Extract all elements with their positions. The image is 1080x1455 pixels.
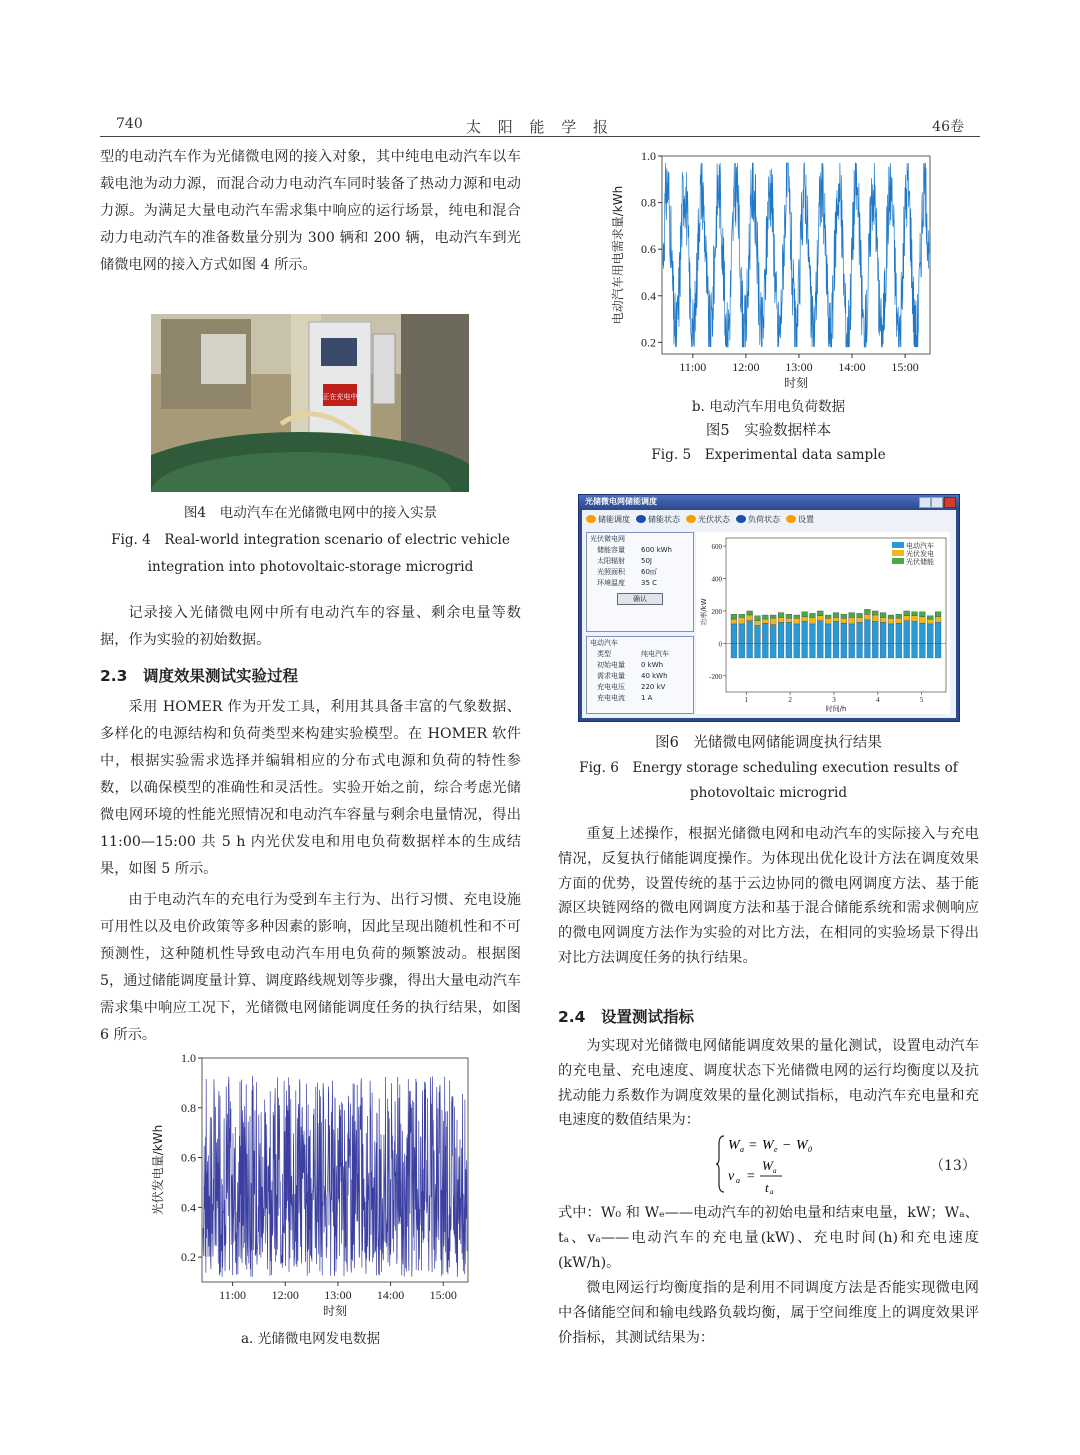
bar-negative [896,643,902,658]
param-row [597,660,693,671]
bar-segment [770,615,776,618]
legend-swatch [892,542,904,548]
fig6-caption-en-1: Fig. 6 Energy storage scheduling execution results of [579,760,958,776]
param-value: 220 kV [641,683,666,691]
bar-segment [731,614,737,619]
tab-load-status[interactable] [736,514,780,525]
para-random: 由于电动汽车的充电行为受到车主行为、出行习惯、充电设施可用性以及电价政策等多种因素的影响，因此呈现出随机性和不可预测性，这种随机性导致电动汽车用电负荷的频繁波动。根据图 5，通过储能调度量计算、调度路线规划等步骤，得出大量电动汽车需求集中响应工况下，光储微电网储能调度任务的执行结果，如图 6 所示。 [100,892,521,1043]
y-tick-label: -200 [709,672,722,681]
tab-dispatch[interactable] [586,514,630,525]
bar-segment [802,617,808,622]
bar-negative [849,643,855,658]
journal-title: 太 阳 能 学 报 [465,118,615,136]
param-value: 0 kWh [641,661,664,669]
bar-negative [912,643,918,658]
bar-segment [747,611,753,615]
minimize-button[interactable] [919,497,931,508]
param-key: 储能容量 [597,546,625,554]
bar-segment [880,613,886,618]
bar-segment [770,618,776,624]
bar-segment [841,618,847,623]
param-value: 60㎡ [641,568,657,576]
bar-segment [864,609,870,614]
bar-segment [849,613,855,618]
tab-label: 负荷状态 [748,514,780,524]
bar-segment [802,621,808,643]
y-tick-label: 0.8 [641,195,656,210]
legend-swatch [892,558,904,564]
maximize-button[interactable] [931,497,943,508]
bar-segment [912,612,918,616]
bar-segment [810,617,816,623]
legend-swatch [892,550,904,556]
y-axis-label: 功率/kW [700,598,708,626]
x-tick-label: 13:00 [785,360,813,374]
bar-negative [864,643,870,658]
bar-segment [864,614,870,620]
bar-segment [935,622,941,643]
confirm-button[interactable] [617,593,663,605]
tab-storage-status[interactable] [636,514,680,525]
bar-segment [739,617,745,623]
bar-segment [935,617,941,623]
fig5b-chart [608,146,938,396]
y-tick-label: 0.4 [641,288,656,303]
svg-text:a: a [740,1145,744,1154]
orange-dot-icon [686,515,696,523]
param-key: 需求电量 [597,672,625,680]
fig5a-chart [148,1052,478,1320]
section-2-3: 2.3 调度效果测试实验过程 [100,667,298,685]
fig4-photo [151,314,469,492]
param-row [597,649,693,660]
volume: 46卷 [932,119,964,135]
bar-negative [935,643,941,658]
param-value: 1 A [641,694,653,702]
param-key: 环境温度 [597,579,625,587]
bar-segment [857,617,863,622]
bar-negative [731,643,737,658]
bar-segment [872,611,878,615]
bar-negative [770,643,776,658]
data-series-line [203,1076,467,1277]
bar-negative [919,643,925,658]
y-axis-label: 光伏发电量/kWh [151,1124,165,1216]
bar-segment [912,616,918,622]
x-tick-label: 3 [832,696,836,704]
param-row [597,682,693,693]
param-key: 光照面积 [597,568,625,576]
svg-text:−: − [782,1138,792,1153]
x-tick-label: 15:00 [891,360,919,374]
bar-segment [731,624,737,643]
fig5-caption-cn: 图5 实验数据样本 [705,423,832,439]
svg-text:e: e [774,1145,778,1154]
fig6-caption-en-2: photovoltaic microgrid [689,785,848,801]
param-key: 充电电流 [597,694,625,702]
y-axis-label: 电动汽车用电需求量/kWh [611,185,625,325]
bar-segment [770,625,776,644]
y-tick-label: 0 [718,640,722,649]
y-tick-label: 400 [711,575,722,584]
bar-negative [802,643,808,658]
bar-segment [872,621,878,643]
bar-segment [888,615,894,618]
bar-segment [786,618,792,622]
svg-text:a: a [770,1188,774,1196]
svg-text:v: v [728,1169,735,1184]
param-key: 太阳辐射 [597,557,625,565]
bar-segment [857,613,863,617]
tab-label: 储能状态 [648,514,680,524]
orange-dot-icon [786,515,796,523]
svg-text:W: W [728,1138,740,1153]
bar-segment [762,615,768,619]
bar-negative [755,643,761,658]
bar-negative [762,643,768,658]
bar-segment [904,621,910,644]
bar-segment [912,621,918,643]
bar-segment [739,614,745,617]
svg-text:a: a [773,1167,777,1175]
x-tick-label: 14:00 [376,1288,405,1302]
bar-segment [904,611,910,616]
bar-segment [810,624,816,643]
bar-negative [857,643,863,658]
bar-negative [778,643,784,658]
fig5a-caption: a. 光储微电网发电数据 [240,1331,381,1347]
fig6-tabbar [582,510,956,528]
fig6-window-title: 光储微电网储能调度 [585,497,657,506]
bar-segment [825,615,831,618]
bar-segment [817,616,823,621]
svg-text:a: a [736,1176,740,1185]
bar-segment [864,620,870,644]
bar-segment [849,617,855,623]
y-tick-label: 1.0 [181,1052,196,1065]
x-tick-label: 12:00 [271,1288,299,1302]
fig6-window [578,494,960,722]
y-tick-label: 0.6 [641,242,656,257]
bar-negative [833,643,839,658]
param-key: 类型 [597,650,611,658]
svg-text:t: t [765,1180,769,1195]
bar-segment [872,615,878,621]
pv-group [586,532,694,632]
bar-segment [817,611,823,616]
param-row [597,693,693,704]
param-row [597,671,693,682]
x-tick-label: 1 [744,696,748,704]
para-record: 记录接入光储微电网中所有电动汽车的容量、剩余电量等数据，作为实验的初始数据。 [100,605,521,648]
fig5b-caption: b. 电动汽车用电负荷数据 [691,399,846,415]
param-value: 40 kWh [641,672,668,680]
bar-segment [896,614,902,618]
blue-dot-icon [736,515,746,523]
param-row [597,567,693,578]
y-tick-label: 0.6 [181,1150,196,1165]
bar-segment [817,621,823,644]
para-repeat: 重复上述操作，根据光储微电网和电动汽车的实际接入与充电情况，反复执行储能调度操作。为体现出优化设计方法在调度效果方面的优势，设置传统的基于云边协同的微电网调度方法、基于能源区块链网络的微电网调度方法和基于混合储能系统和需求侧响应的微电网调度方法作为实验的对比方法，在相同的实验场景下得出对比方法调度任务的执行结果。 [558,826,979,966]
bar-segment [857,622,863,643]
param-value: 600 kWh [641,546,672,554]
para-homer: 采用 HOMER 作为开发工具，利用其具备丰富的气象数据、多样化的电源结构和负荷类型来构建实验模型。在 HOMER 软件中，根据实验需求选择并编辑相应的分布式电源和负荷的特性参数，以确保模型的准确性和灵活性。实验开始之前，综合考虑光储微电网环境的性能光照情况和电动汽车容量与剩余电量情况，得出 11:00—15:00 共 5 h 内光伏发电和用电负荷数据样本的生成结果，如图 5 所示。 [100,699,521,877]
fig6-titlebar [579,495,959,509]
bar-segment [919,612,925,617]
header-rule [100,136,980,137]
fig5-caption-en: Fig. 5 Experimental data sample [651,447,886,463]
bar-segment [762,623,768,643]
para-balance: 微电网运行均衡度指的是利用不同调度方法是否能实现微电网中各储能空间和输电线路负载均衡，属于空间维度上的调度效果评价指标，其测试结果为： [558,1280,979,1346]
bar-segment [880,622,886,643]
bar-segment [747,621,753,644]
bar-segment [786,622,792,643]
equation-13 [716,1132,836,1196]
ev-group-title: 电动汽车 [590,639,618,647]
bar-segment [778,613,784,618]
y-tick-label: 600 [711,543,722,552]
fig6-caption-cn: 图6 光储微电网储能调度执行结果 [655,735,882,751]
param-row [597,578,693,589]
fig6-chart [696,532,950,714]
bar-segment [888,618,894,624]
param-value: 50J [641,557,652,565]
bar-segment [935,612,941,617]
fig4-caption-cn: 图4 电动汽车在光储微电网中的接入实景 [183,505,438,521]
bar-segment [755,616,761,621]
bar-segment [810,613,816,617]
bar-segment [904,616,910,621]
tab-settings[interactable] [786,514,814,525]
pv-group-title: 光伏微电网 [590,535,625,543]
bar-segment [739,624,745,643]
close-button[interactable] [944,497,956,508]
bar-segment [833,613,839,618]
bar-negative [817,643,823,658]
param-key: 初始电量 [597,661,625,669]
bar-segment [825,624,831,643]
y-tick-label: 0.8 [181,1100,196,1115]
blue-dot-icon [636,515,646,523]
y-tick-label: 0.2 [181,1250,196,1265]
bar-negative [794,643,800,658]
x-axis-label: 时刻 [322,1304,348,1318]
svg-text:0: 0 [808,1145,812,1154]
bar-segment [841,614,847,618]
x-tick-label: 11:00 [679,360,707,374]
bar-segment [888,624,894,643]
charger-screen-text: 正在充电中 [322,393,358,401]
bar-segment [833,621,839,643]
bar-segment [919,617,925,623]
bar-segment [927,624,933,643]
x-axis-label: 时刻 [783,376,809,390]
bar-segment [880,617,886,622]
x-tick-label: 15:00 [429,1288,457,1302]
bar-negative [786,643,792,658]
bar-segment [794,624,800,643]
ev-group [586,636,694,714]
bar-segment [778,617,784,622]
legend-label: 电动汽车 [906,542,934,550]
param-key: 充电电压 [597,683,625,691]
x-axis-label: 时间/h [825,705,847,713]
orange-dot-icon [586,515,596,523]
x-tick-label: 2 [788,696,792,704]
pv-rows [587,545,693,589]
svg-text:W: W [762,1158,773,1173]
y-tick-label: 1.0 [641,149,656,163]
x-tick-label: 5 [919,696,924,704]
page-number: 740 [116,116,143,132]
param-value: 纯电汽车 [641,650,669,658]
equation-number: （13） [930,1158,976,1174]
x-tick-label: 4 [876,696,880,704]
y-tick-label: 0.4 [181,1200,196,1215]
bar-negative [904,643,910,658]
bar-segment [896,618,902,623]
section-2-4: 2.4 设置测试指标 [558,1008,694,1026]
bar-negative [747,643,753,658]
param-row [597,545,693,556]
x-tick-label: 14:00 [838,360,866,374]
bar-negative [880,643,886,658]
svg-text:=: = [746,1169,756,1184]
legend-label: 光伏储能 [906,558,934,566]
tab-label: 设置 [798,514,814,524]
bar-negative [888,643,894,658]
tab-pv-status[interactable] [686,514,730,525]
bar-segment [927,619,933,624]
data-series-line [663,163,929,347]
tab-label: 光伏状态 [698,514,730,524]
para-metrics: 为实现对光储微电网储能调度效果的量化测试，设置电动汽车的充电量、充电速度、调度状态下光储微电网的运行均衡度以及抗扰动能力系数作为调度效果的量化测试指标，电动汽车充电量和充电速度的数值结果为： [558,1038,979,1129]
bar-segment [794,615,800,618]
bar-negative [927,643,933,658]
bar-segment [747,615,753,621]
para-where: 式中：W₀ 和 Wₑ——电动汽车的初始电量和结束电量，kW；Wₐ、tₐ、vₐ——电动汽车的充电量(kW)、充电时间(h)和充电速度(kW/h)。 [558,1205,979,1271]
para-intro: 型的电动汽车作为光储微电网的接入对象，其中纯电电动汽车以车载电池为动力源，而混合动力电动汽车同时装备了热动力源和电动力源。为满足大量电动汽车需求集中响应的运行场景，纯电和混合动力电动汽车的准备数量分别为 300 辆和 200 辆，电动汽车到光储微电网的接入方式如图 4 所示。 [100,149,521,273]
x-tick-label: 13:00 [324,1288,352,1302]
bar-segment [833,617,839,621]
bar-segment [825,618,831,624]
y-tick-label: 0.2 [641,335,656,350]
bar-segment [841,623,847,643]
confirm-label: 确认 [633,595,647,603]
fig4-caption-en-1: Fig. 4 Real-world integration scenario of electric vehicle [111,532,510,548]
fig4-caption-en-2: integration into photovoltaic-storage microgrid [147,559,474,575]
x-tick-label: 12:00 [732,360,760,374]
bar-segment [849,624,855,643]
bar-segment [778,622,784,643]
ev-rows [587,649,693,704]
fig6-body [582,510,956,718]
bar-segment [919,623,925,643]
bar-segment [927,616,933,619]
bar-segment [896,623,902,643]
y-tick-label: 200 [711,607,722,616]
tab-label: 储能调度 [598,514,630,524]
param-value: 35 C [641,579,658,587]
bar-segment [762,619,768,623]
param-row [597,556,693,567]
bar-negative [739,643,745,658]
bar-segment [802,612,808,617]
bar-segment [755,626,761,644]
bar-negative [841,643,847,658]
svg-text:=: = [748,1138,758,1153]
x-tick-label: 11:00 [219,1288,247,1302]
bar-segment [794,618,800,624]
bar-negative [810,643,816,658]
bar-negative [872,643,878,658]
bar-negative [825,643,831,658]
svg-text:W: W [796,1138,808,1153]
bar-segment [755,621,761,626]
svg-text:W: W [762,1138,774,1153]
bar-segment [786,614,792,618]
legend-label: 光伏发电 [906,550,934,558]
bar-segment [731,619,737,624]
